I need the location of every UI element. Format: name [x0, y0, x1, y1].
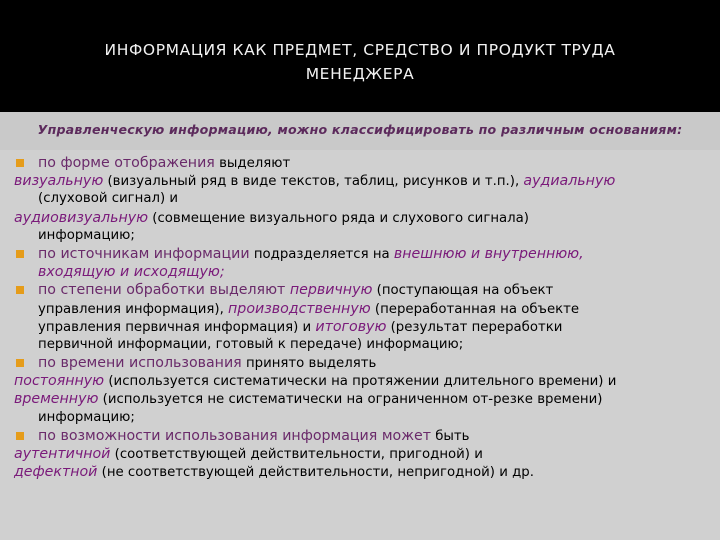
keyword: дефектной [14, 464, 98, 481]
slide-title [40, 38, 680, 86]
keyword: временную [14, 391, 99, 408]
title-line-1: ИНФОРМАЦИЯ КАК ПРЕДМЕТ, СРЕДСТВО И ПРОДУКТ ТРУДА [104, 41, 616, 59]
keyword: итоговую [315, 318, 387, 335]
text-line [14, 463, 714, 481]
bullet-processing [14, 281, 714, 299]
text: (не соответствующей действительности, непригодной) и др. [97, 465, 534, 481]
text: принято выделять [241, 356, 377, 372]
text-line: информацию; [38, 409, 135, 425]
text-line: (слуховой сигнал) и [38, 191, 179, 207]
text-line [14, 263, 714, 281]
heading-sources: по источникам информации [38, 245, 250, 262]
text-line [14, 209, 714, 227]
square-bullet-icon [16, 359, 24, 367]
slide-header [0, 0, 720, 112]
text-line [14, 172, 714, 190]
keyword: постоянную [14, 373, 105, 390]
keyword: внешнюю и внутреннюю, [393, 245, 584, 262]
text-line [14, 318, 714, 336]
bullet-sources [14, 245, 714, 263]
bullet-form [14, 154, 714, 172]
text-line [14, 390, 714, 408]
slide-subtitle: Управленческую информацию, можно классифицировать по различным основаниям: [37, 122, 683, 137]
text: (визуальный ряд в виде текстов, таблиц, рисунков и т.п.), [103, 174, 524, 190]
square-bullet-icon [16, 250, 24, 258]
heading-processing: по степени обработки выделяют [38, 282, 290, 299]
text-line: первичной информации, готовый к передаче) информацию; [38, 336, 464, 352]
keyword: первичную [289, 282, 373, 299]
text: выделяют [214, 156, 291, 171]
classification-text [14, 154, 714, 481]
text-line [14, 372, 714, 390]
text: управления первичная информация) и [38, 319, 316, 335]
square-bullet-icon [16, 286, 24, 294]
text: (поступающая на объект [372, 283, 554, 299]
heading-usage: по возможности использования информация может [38, 427, 431, 444]
text: (совмещение визуального ряда и слухового сигнала) [148, 210, 529, 226]
keyword: производственную [228, 300, 371, 317]
keyword: аудиовизуальную [14, 209, 149, 226]
text: (переработанная на объекте [370, 301, 580, 317]
text: управления информация), [38, 301, 229, 317]
heading-form: по форме отображения [38, 155, 215, 171]
heading-time: по времени использования [38, 355, 242, 372]
bullet-usage [14, 427, 714, 445]
text: (используется систематически на протяжении длительного времени) и [104, 374, 617, 390]
text: (соответствующей действительности, пригодной) и [110, 447, 483, 462]
bullet-time [14, 354, 714, 372]
square-bullet-icon [16, 432, 24, 440]
text: подразделяется на [249, 246, 394, 262]
square-bullet-icon [16, 159, 24, 167]
keyword: входящую и исходящую; [38, 264, 225, 281]
keyword: аутентичной [14, 446, 111, 462]
keyword: визуальную [14, 173, 104, 190]
text: (результат переработки [386, 319, 563, 335]
text-line [14, 300, 714, 318]
keyword: аудиальную [523, 173, 616, 190]
text-line: информацию; [38, 227, 135, 243]
text: быть [430, 428, 470, 444]
title-line-2: МЕНЕДЖЕРА [305, 65, 415, 83]
text: (используется не систематически на ограниченном от-резке времени) [98, 392, 603, 408]
text-line [14, 445, 714, 463]
